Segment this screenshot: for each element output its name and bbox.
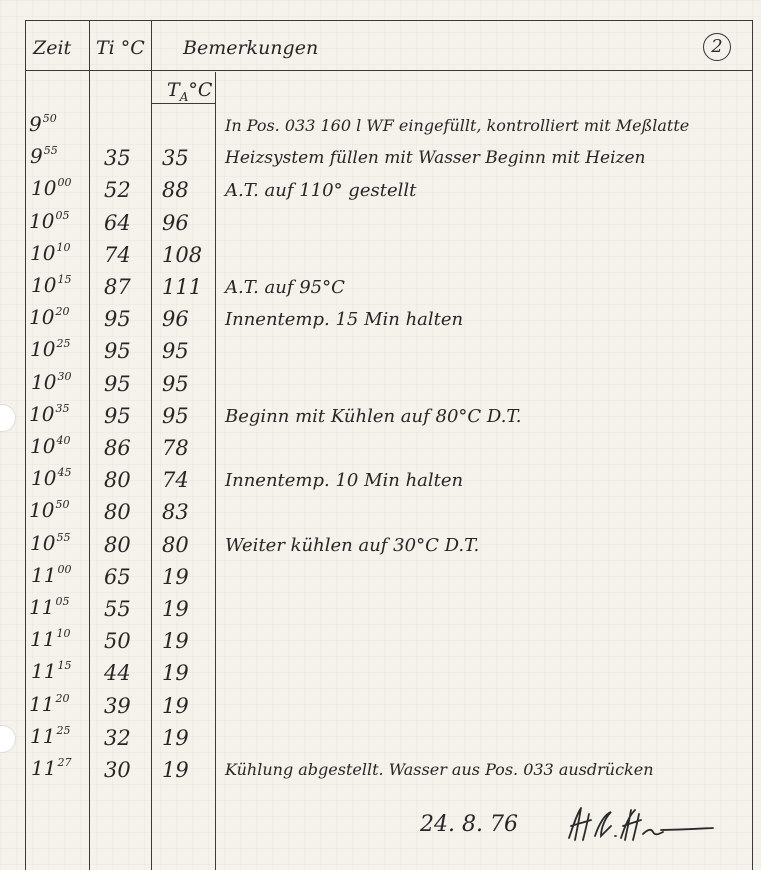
ti-cell: 30 [104, 758, 131, 782]
time-cell: $11^{15}$ [31, 659, 72, 683]
ta-cell: 95 [162, 339, 189, 363]
column-divider-ti [151, 20, 152, 870]
time-cell: $10^{55}$ [30, 531, 71, 555]
ta-cell: 88 [162, 178, 189, 202]
signature-image [565, 800, 725, 850]
ti-cell: 44 [104, 661, 131, 685]
ta-cell: 78 [162, 436, 189, 460]
time-cell: $10^{30}$ [31, 370, 72, 394]
remark-cell: Beginn mit Kühlen auf 80°C D.T. [225, 406, 522, 427]
ta-cell: 111 [162, 275, 203, 299]
time-cell: $10^{20}$ [29, 305, 70, 329]
time-cell: $10^{00}$ [31, 176, 72, 200]
ta-cell: 95 [162, 404, 189, 428]
time-cell: $10^{10}$ [30, 241, 71, 265]
ta-cell: 95 [162, 372, 189, 396]
ti-cell: 86 [104, 436, 131, 460]
time-cell: $10^{05}$ [29, 209, 70, 233]
column-header-zeit: Zeit [33, 37, 72, 59]
ta-cell: 19 [162, 629, 189, 653]
time-cell: $9^{50}$ [29, 112, 57, 136]
remark-cell: Innentemp. 10 Min halten [225, 470, 464, 491]
ta-cell: 19 [162, 694, 189, 718]
time-cell: $11^{05}$ [29, 595, 70, 619]
header-divider [25, 70, 753, 71]
column-header-remarks: Bemerkungen [183, 37, 319, 59]
time-cell: $10^{25}$ [30, 337, 71, 361]
ta-cell: 35 [162, 146, 189, 170]
table-border-right [752, 20, 753, 870]
ti-cell: 39 [104, 694, 131, 718]
table-border-left [25, 20, 26, 870]
ti-cell: 55 [104, 597, 131, 621]
time-cell: $10^{40}$ [30, 434, 71, 458]
ti-cell: 95 [104, 307, 131, 331]
ta-cell: 19 [162, 661, 189, 685]
column-header-ta: $T_A^\circ C$ [167, 79, 213, 104]
remark-cell: Innentemp. 15 Min halten [225, 309, 464, 330]
ti-cell: 35 [104, 146, 131, 170]
ti-cell: 80 [104, 500, 131, 524]
page-number: 2 [703, 33, 731, 61]
punch-hole [0, 404, 16, 432]
ti-cell: 32 [104, 726, 131, 750]
time-cell: $11^{20}$ [29, 692, 70, 716]
ti-cell: 87 [104, 275, 131, 299]
ta-cell: 108 [162, 243, 203, 267]
ti-cell: 80 [104, 468, 131, 492]
column-header-ti: Ti °C [96, 37, 145, 59]
remark-cell: Weiter kühlen auf 30°C D.T. [225, 535, 480, 556]
time-cell: $9^{55}$ [30, 144, 58, 168]
remark-cell: A.T. auf 95°C [225, 277, 345, 298]
ti-cell: 95 [104, 404, 131, 428]
ta-cell: 19 [162, 565, 189, 589]
ti-cell: 74 [104, 243, 131, 267]
column-divider-ta [215, 72, 216, 870]
time-cell: $10^{45}$ [31, 466, 72, 490]
ti-cell: 64 [104, 211, 131, 235]
remark-cell: Heizsystem füllen mit Wasser Beginn mit Heizen [225, 148, 646, 168]
ti-cell: 50 [104, 629, 131, 653]
ti-cell: 52 [104, 178, 131, 202]
ti-cell: 95 [104, 372, 131, 396]
ta-cell: 19 [162, 758, 189, 782]
ta-cell: 96 [162, 307, 189, 331]
ta-cell: 19 [162, 726, 189, 750]
ta-cell: 96 [162, 211, 189, 235]
ta-cell: 80 [162, 533, 189, 557]
ti-cell: 80 [104, 533, 131, 557]
remark-cell: A.T. auf 110° gestellt [225, 180, 417, 201]
time-cell: $10^{35}$ [29, 402, 70, 426]
table-border-top [25, 20, 753, 21]
time-cell: $10^{15}$ [31, 273, 72, 297]
time-cell: $11^{10}$ [30, 627, 71, 651]
time-cell: $11^{00}$ [31, 563, 72, 587]
remark-cell: Kühlung abgestellt. Wasser aus Pos. 033 ausdrücken [225, 760, 654, 779]
ti-cell: 95 [104, 339, 131, 363]
ti-cell: 65 [104, 565, 131, 589]
time-cell: $10^{50}$ [29, 498, 70, 522]
ta-cell: 83 [162, 500, 189, 524]
ta-cell: 74 [162, 468, 189, 492]
remark-cell: In Pos. 033 160 l WF eingefüllt, kontrolliert mit Meßlatte [225, 116, 690, 135]
time-cell: $11^{25}$ [30, 724, 71, 748]
punch-hole [0, 725, 16, 753]
date: 24. 8. 76 [420, 812, 518, 837]
time-cell: $11^{27}$ [31, 756, 72, 780]
ta-cell: 19 [162, 597, 189, 621]
